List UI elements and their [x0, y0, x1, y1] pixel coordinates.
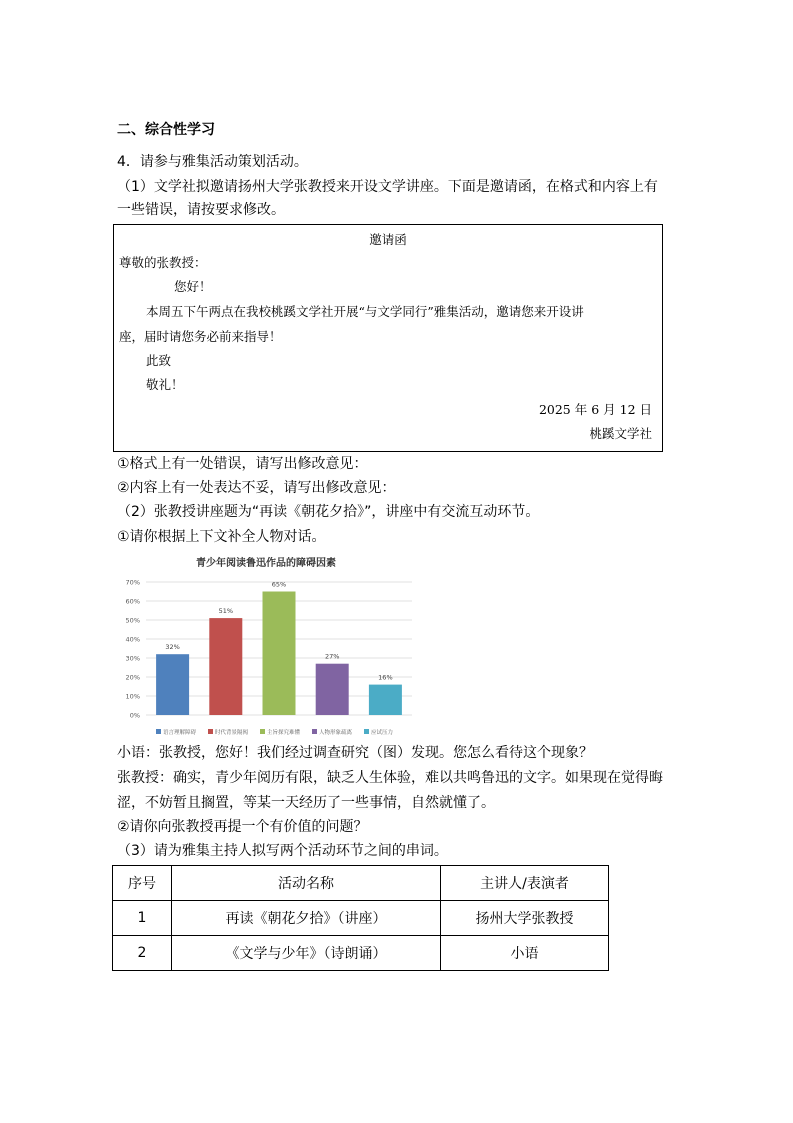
table-cell: 1: [113, 901, 172, 936]
legend-swatch: [260, 729, 265, 734]
legend-label: 主旨探究难懂: [267, 730, 301, 736]
question-4-title: 4．请参与雅集活动策划活动。: [117, 154, 308, 170]
y-tick-label: 0%: [129, 711, 140, 720]
question-4-1-line1: （1）文学社拟邀请扬州大学张教授来开设文学讲座。下面是邀请函，在格式和内容上有: [117, 179, 658, 195]
table-header-row: [113, 866, 609, 901]
bar-value-label: 51%: [218, 607, 234, 616]
bar-value-label: 16%: [378, 673, 393, 682]
legend-swatch: [156, 729, 161, 734]
bar: [209, 618, 242, 715]
bar-value-label: 65%: [271, 580, 287, 589]
bar: [369, 685, 402, 715]
activity-table: [112, 865, 609, 971]
dialogue-xiaoyu: 小语：张教授，您好！我们经过调查研究（图）发现。您怎么看待这个现象？: [117, 745, 593, 761]
bar-value-label: 32%: [165, 643, 180, 652]
letter-salutation: 尊敬的张教授：: [119, 255, 207, 270]
chart-title: 青少年阅读鲁迅作品的障碍因素: [196, 558, 336, 569]
table-row: [113, 936, 609, 971]
dialogue-professor-line1: 张教授：确实，青少年阅历有限，缺乏人生体验，难以共鸣鲁迅的文字。如果现在觉得晦: [117, 770, 663, 786]
table-cell: 再读《朝花夕拾》（讲座）: [172, 901, 441, 936]
y-tick-label: 40%: [125, 635, 140, 644]
bar-value-label: 27%: [324, 652, 340, 661]
y-tick-label: 20%: [125, 673, 140, 682]
section-title: 二、综合性学习: [117, 122, 215, 138]
question-4-2-a: ①请你根据上下文补全人物对话。: [117, 529, 326, 545]
legend-swatch: [208, 729, 213, 734]
letter-closing-2: 敬礼！: [146, 377, 184, 392]
y-tick-label: 60%: [125, 597, 140, 606]
bar: [316, 664, 349, 715]
legend-label: 时代背景隔阂: [215, 730, 249, 736]
question-4-1-a: ①格式上有一处错误，请写出修改意见：: [117, 456, 368, 472]
y-tick-label: 70%: [125, 578, 140, 587]
obstacle-bar-chart: [116, 552, 416, 742]
bar: [156, 654, 189, 715]
table-header-cell: 序号: [113, 866, 172, 901]
legend-swatch: [364, 729, 369, 734]
question-4-2: （2）张教授讲座题为“再读《朝花夕拾》”，讲座中有交流互动环节。: [117, 504, 540, 520]
dialogue-professor-line2: 涩，不妨暂且搁置，等某一天经历了一些事情，自然就懂了。: [117, 795, 495, 811]
legend-label: 语言理解障碍: [163, 730, 197, 736]
invitation-letter: [113, 224, 663, 452]
table-header-cell: 主讲人/表演者: [441, 866, 609, 901]
y-tick-label: 10%: [125, 692, 140, 701]
legend-swatch: [312, 729, 317, 734]
table-row: [113, 901, 609, 936]
letter-greeting: 您好！: [174, 279, 212, 294]
letter-date: 2025 年 6 月 12 日: [538, 402, 652, 417]
legend-label: 人物形象疏离: [319, 730, 353, 736]
table-header-cell: 活动名称: [172, 866, 441, 901]
question-4-1-line2: 一些错误，请按要求修改。: [117, 202, 285, 218]
letter-signature: 桃蹊文学社: [589, 426, 652, 441]
table-cell: 《文学与少年》（诗朗诵）: [172, 936, 441, 971]
table-cell: 扬州大学张教授: [441, 901, 609, 936]
bar: [263, 592, 296, 716]
y-tick-label: 50%: [125, 616, 140, 625]
table-cell: 小语: [441, 936, 609, 971]
letter-body-line1: 本周五下午两点在我校桃蹊文学社开展“与文学同行”雅集活动，邀请您来开设讲: [146, 304, 584, 319]
letter-title: 邀请函: [369, 232, 407, 247]
question-4-1-b: ②内容上有一处表达不妥，请写出修改意见：: [117, 480, 396, 496]
table-cell: 2: [113, 936, 172, 971]
question-4-3: （3）请为雅集主持人拟写两个活动环节之间的串词。: [117, 843, 448, 859]
y-tick-label: 30%: [125, 654, 140, 663]
letter-closing-1: 此致: [146, 353, 172, 368]
legend-label: 应试压力: [371, 730, 394, 736]
letter-body-line2: 座，届时请您务必前来指导！: [119, 329, 282, 344]
question-4-2-b: ②请你向张教授再提一个有价值的问题？: [117, 819, 368, 835]
